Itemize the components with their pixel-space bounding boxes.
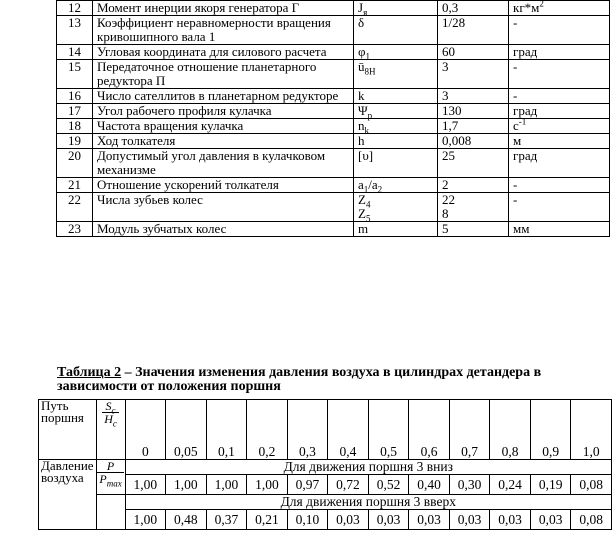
parameter-name: Момент инерции якоря генератора Г — [93, 1, 354, 16]
parameter-value: 5 — [438, 222, 509, 237]
parameter-symbol — [354, 1, 438, 16]
symbol-text: m — [358, 221, 369, 236]
parameter-unit — [509, 16, 610, 45]
row-number: 21 — [57, 178, 93, 193]
up-pressure-value: 0,08 — [571, 510, 612, 530]
position-value: 0,9 — [530, 400, 571, 460]
row-number: 12 — [57, 1, 93, 16]
up-pressure-value: 0,03 — [530, 510, 571, 530]
up-pressure-value: 1,00 — [125, 510, 166, 530]
table-row — [57, 119, 610, 134]
parameter-symbol — [354, 222, 438, 237]
parameter-value: 25 — [438, 149, 509, 178]
up-pressure-value: 0,03 — [328, 510, 369, 530]
parameter-value: 0,3 — [438, 1, 509, 16]
down-pressure-value: 0,52 — [368, 475, 409, 495]
table-row — [57, 45, 610, 60]
table-row — [57, 193, 610, 222]
parameter-value: 3 — [438, 89, 509, 104]
row-number: 19 — [57, 134, 93, 149]
up-pressure-value: 0,10 — [287, 510, 328, 530]
up-pressure-value: 0,21 — [247, 510, 288, 530]
caption-prefix: Таблица 2 — [57, 365, 122, 380]
table-row — [57, 134, 610, 149]
parameter-symbol — [354, 134, 438, 149]
pressure-table — [38, 399, 612, 530]
path-fraction: $\frac{S_c}{H_c}$ — [96, 400, 125, 460]
unit-text: град — [513, 103, 538, 118]
row-number: 14 — [57, 45, 93, 60]
position-value: 0,2 — [247, 400, 288, 460]
symbol-text: φ — [358, 44, 366, 59]
unit-text: град — [513, 44, 538, 59]
parameter-name: Число сателлитов в планетарном редукторе — [93, 89, 354, 104]
parameter-value: 60 — [438, 45, 509, 60]
parameter-name: Угол рабочего профиля кулачка — [93, 104, 354, 119]
parameter-name: Коэффициент неравномерности вращения кривошипного вала 1 — [93, 16, 354, 45]
parameter-unit — [509, 116, 610, 134]
symbol-text: /a — [368, 177, 378, 192]
row-number: 18 — [57, 119, 93, 134]
position-value: 0,8 — [490, 400, 531, 460]
row-number: 20 — [57, 149, 93, 178]
table-2-caption — [57, 366, 613, 394]
parameter-unit — [509, 89, 610, 104]
row-number: 16 — [57, 89, 93, 104]
caption-text: – Значения изменения давления воздуха в цилиндрах детандера в зависимости от положения поршня — [57, 365, 542, 394]
table-row — [57, 222, 610, 237]
row-number: 23 — [57, 222, 93, 237]
parameter-name: Ход толкателя — [93, 134, 354, 149]
parameter-symbol — [354, 149, 438, 178]
parameter-name: Модуль зубчатых колес — [93, 222, 354, 237]
parameter-unit — [509, 1, 610, 16]
symbol-text: k — [358, 88, 365, 103]
down-pressure-value: 1,00 — [206, 475, 247, 495]
down-pressure-value: 0,08 — [571, 475, 612, 495]
symbol-subscript: 1 — [365, 51, 371, 62]
table-row — [57, 60, 610, 89]
parameter-name: Частота вращения кулачка — [93, 119, 354, 134]
pressure-fraction: $\frac{P}{P_{max}}$ — [96, 460, 125, 495]
unit-text: - — [513, 59, 518, 74]
symbol-text: n — [358, 118, 365, 133]
unit-text: с — [513, 118, 519, 133]
symbol-text: a — [358, 177, 364, 192]
parameters-table — [56, 0, 610, 237]
unit-superscript: 2 — [539, 0, 544, 9]
parameter-name: Передаточное отношение планетарного редуктора П — [93, 60, 354, 89]
parameter-name: Угловая координата для силового расчета — [93, 45, 354, 60]
table-row — [57, 149, 610, 178]
down-pressure-value: 0,40 — [409, 475, 450, 495]
parameter-unit — [509, 222, 610, 237]
row-number: 17 — [57, 104, 93, 119]
parameter-unit — [509, 149, 610, 178]
parameter-value: 2 — [438, 178, 509, 193]
up-pressure-value: 0,48 — [166, 510, 207, 530]
symbol-subscript: 2 — [377, 184, 383, 195]
unit-text: м — [513, 133, 522, 148]
position-value: 0,1 — [206, 400, 247, 460]
parameter-value: 1/28 — [438, 16, 509, 45]
parameter-symbol: $Z_4$ $Z_5$ — [354, 193, 438, 222]
up-pressure-value: 0,03 — [409, 510, 450, 530]
row-number: 15 — [57, 60, 93, 89]
parameter-unit — [509, 134, 610, 149]
symbol-text: J — [358, 0, 364, 15]
parameter-value: 130 — [438, 104, 509, 119]
parameter-symbol — [354, 89, 438, 104]
parameter-symbol — [354, 178, 438, 193]
parameter-unit — [509, 178, 610, 193]
position-value: 0,7 — [449, 400, 490, 460]
table-row — [57, 104, 610, 119]
parameter-symbol — [354, 16, 438, 45]
down-pressure-value: 0,30 — [449, 475, 490, 495]
position-value: 0 — [125, 400, 166, 460]
parameter-unit: - — [509, 193, 610, 222]
parameter-name: Допустимый угол давления в кулачковом механизме — [93, 149, 354, 178]
parameter-unit — [509, 45, 610, 60]
parameter-symbol — [354, 104, 438, 119]
down-pressure-value: 1,00 — [125, 475, 166, 495]
parameter-symbol — [354, 119, 438, 134]
symbol-text: h — [358, 133, 365, 148]
row-number: 13 — [57, 16, 93, 45]
symbol-subscript: 1 — [363, 184, 369, 195]
unit-text: град — [513, 148, 538, 163]
down-pressure-value: 1,00 — [247, 475, 288, 495]
position-value: 0,5 — [368, 400, 409, 460]
symbol-text: Ψ — [358, 103, 368, 118]
parameter-value: 22 8 — [438, 193, 509, 222]
parameter-value: 3 — [438, 60, 509, 89]
row-number: 22 — [57, 193, 93, 222]
unit-text: - — [513, 177, 518, 192]
position-value: 0,6 — [409, 400, 450, 460]
symbol-text: δ — [358, 15, 365, 30]
up-pressure-value: 0,03 — [490, 510, 531, 530]
parameter-name: Отношение ускорений толкателя — [93, 178, 354, 193]
position-value: 0,3 — [287, 400, 328, 460]
symbol-text: ū — [358, 59, 365, 74]
up-pressure-value: 0,03 — [449, 510, 490, 530]
parameter-unit — [509, 60, 610, 89]
unit-text: мм — [513, 221, 530, 236]
parameter-name: Числа зубьев колес — [93, 193, 354, 222]
unit-text: кг*м — [513, 0, 540, 15]
parameter-value: 0,008 — [438, 134, 509, 149]
symbol-subscript: р — [367, 110, 373, 121]
unit-text: - — [513, 88, 518, 103]
table-row — [57, 89, 610, 104]
down-pressure-value: 0,72 — [328, 475, 369, 495]
symbol-subscript: я — [363, 7, 368, 18]
up-pressure-value: 0,37 — [206, 510, 247, 530]
parameter-value: 1,7 — [438, 119, 509, 134]
down-pressure-value: 0,24 — [490, 475, 531, 495]
symbol-subscript: k — [364, 125, 369, 136]
table-row — [57, 178, 610, 193]
parameter-symbol — [354, 60, 438, 89]
table-row — [57, 1, 610, 16]
position-value: 0,4 — [328, 400, 369, 460]
unit-superscript: -1 — [518, 116, 527, 127]
table-row — [57, 16, 610, 45]
down-pressure-value: 0,97 — [287, 475, 328, 495]
up-pressure-value: 0,03 — [368, 510, 409, 530]
upward-motion-label: Для движения поршня 3 вверх — [125, 495, 611, 510]
position-value: 1,0 — [571, 400, 612, 460]
downward-motion-label: Для движения поршня 3 вниз — [125, 460, 611, 475]
pressure-label: Давление воздуха — [39, 460, 97, 530]
piston-path-label: Путь поршня — [39, 400, 97, 460]
unit-text: - — [513, 15, 518, 30]
down-pressure-value: 1,00 — [166, 475, 207, 495]
symbol-subscript: 8H — [364, 66, 376, 77]
symbol-text: [υ] — [358, 148, 374, 163]
parameter-symbol — [354, 45, 438, 60]
down-pressure-value: 0,19 — [530, 475, 571, 495]
position-value: 0,05 — [166, 400, 207, 460]
